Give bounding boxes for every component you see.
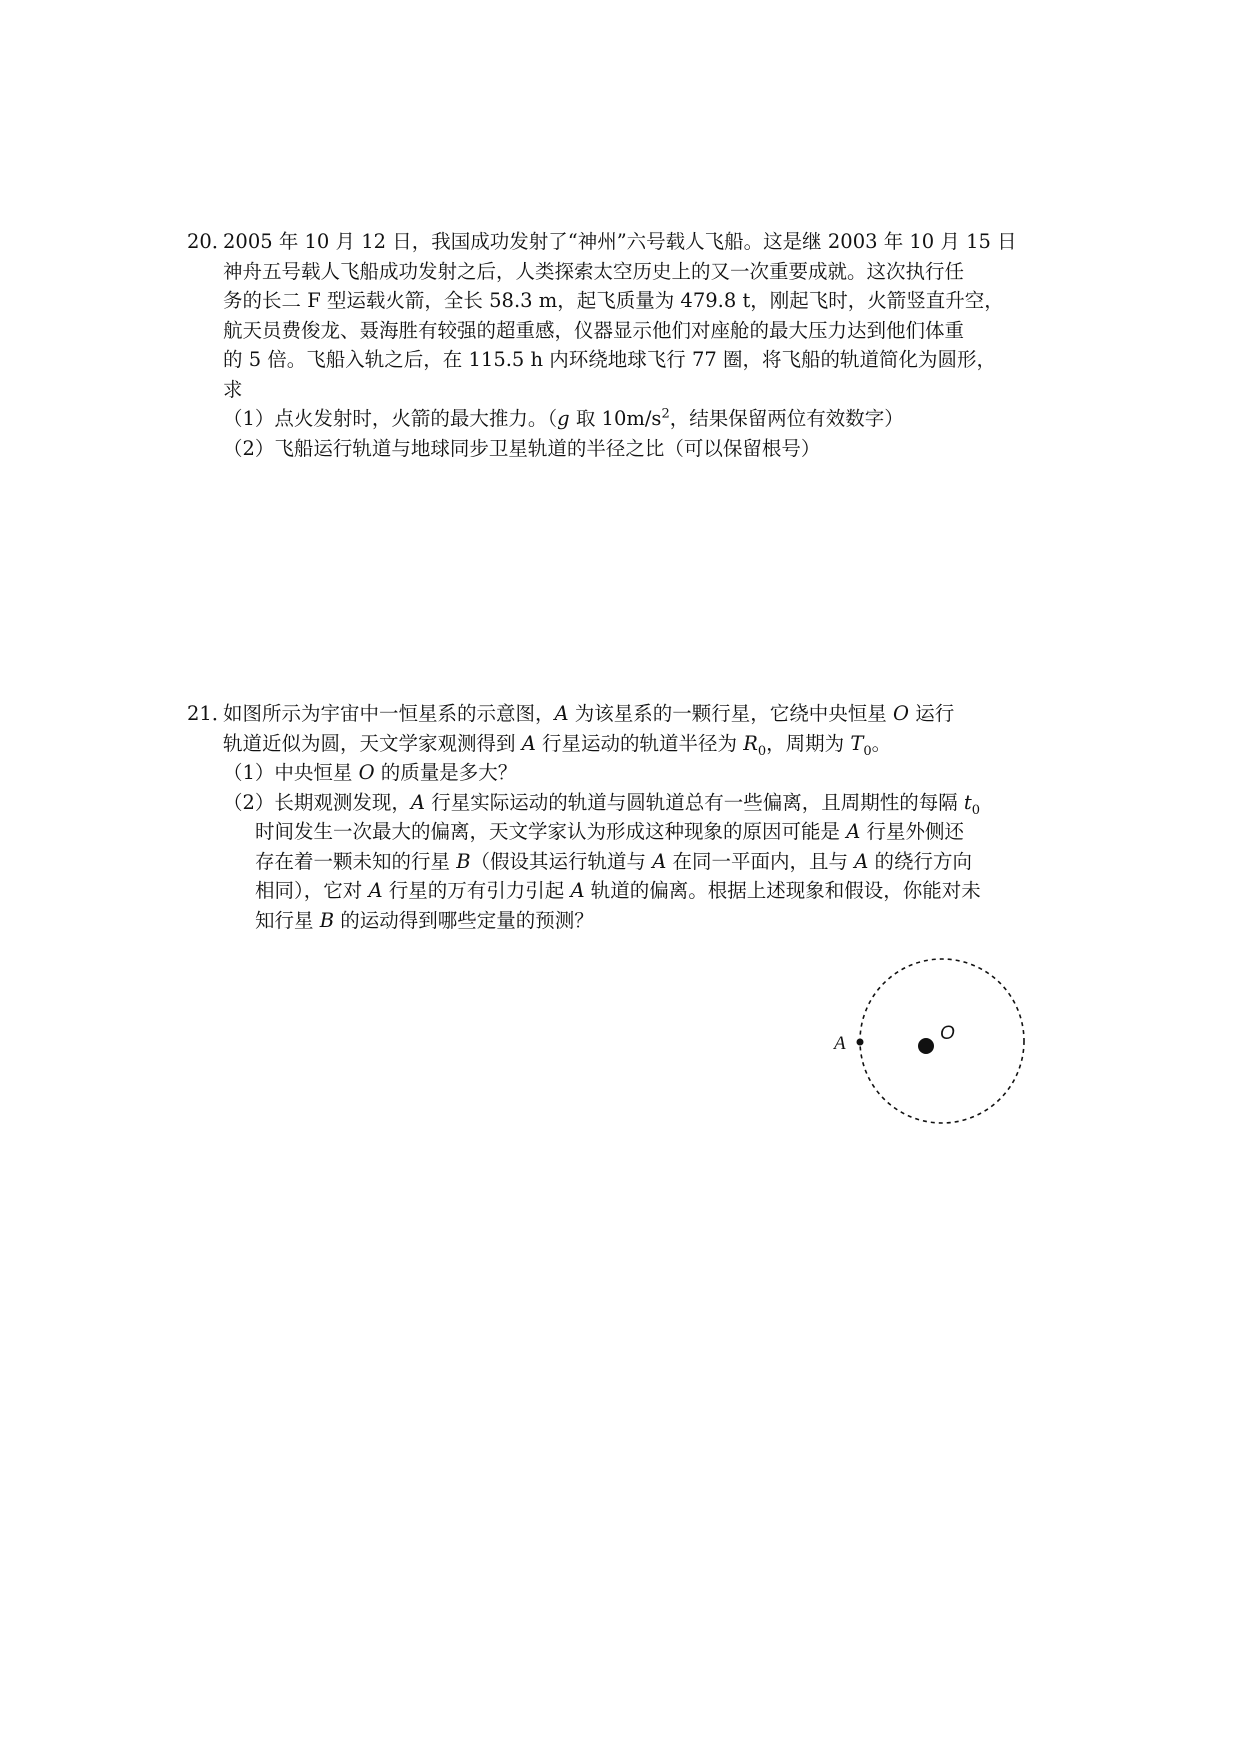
q20-line-1 [187,227,1057,257]
q21-line-2 [187,729,1057,759]
q21-l1-A: A [554,702,569,725]
q20-subquestion-2: （2）飞船运行轨道与地球同步卫星轨道的半径之比（可以保留根号） [223,436,821,460]
q21-l2-c: ，周期为 [766,731,851,755]
star-o-dot [918,1038,934,1054]
q21-l1-b: 为该星系的一颗行星，它绕中央恒星 [568,702,894,725]
q21-s5-A2: A [570,879,585,902]
q21-l1-O: O [893,702,910,725]
q21-s4-A2: A [854,849,869,873]
q21-l2-a: 轨道近似为圆，天文学家观测得到 [223,731,522,755]
q21-s5-c: 轨道的偏离。根据上述现象和假设，你能对未 [584,879,981,902]
q21-l1-a: 如图所示为宇宙中一恒星系的示意图， [223,702,555,725]
q20-line-4: 航天员费俊龙、聂海胜有较强的超重感，仪器显示他们对座舱的最大压力达到他们体重 [223,318,965,342]
q20-sub1-sup: 2 [661,406,670,422]
label-a: A [834,1033,846,1054]
q21-subquestion-2 [187,788,1057,818]
q21-l2-R: R [743,731,758,755]
planet-a-dot [857,1039,864,1046]
q21-subquestion-1 [187,758,1057,788]
q21-s4-B: B [456,849,471,873]
q21-s5-A: A [368,879,383,902]
q20-line-2: 神舟五号载人飞船成功发射之后，人类探索太空历史上的又一次重要成就。这次执行任 [223,259,965,283]
q21-subquestion-2-line-2 [187,817,1057,847]
q21-l1-c: 运行 [909,702,955,725]
q21-s2-a: （2）长期观测发现， [223,790,411,814]
q21-subquestion-2-line-4 [187,876,1057,906]
q21-line-1 [187,699,1057,729]
q21-s4-c: 在同一平面内，且与 [666,849,855,873]
q20-line-3: 务的长二 F 型运载火箭，全长 58.3 m，起飞质量为 479.8 t，刚起飞时，火箭竖直升空， [223,289,1004,312]
q21-s1-a: （1）中央恒星 [223,761,359,784]
q20-number: 20． [187,230,232,253]
q21-s5-a: 相同），它对 [255,879,369,902]
question-20 [187,227,1057,463]
q21-s4-b: （假设其运行轨道与 [470,849,653,873]
q21-s6-B: B [319,908,335,932]
q21-s2-b: 行星实际运动的轨道与圆轨道总有一些偏离，且周期性的每隔 [425,790,964,814]
q20-subquestion-1 [187,404,1057,434]
q21-s2-A: A [410,790,426,814]
q20-sub1-text-c: ，结果保留两位有效数字） [669,407,904,430]
label-o: O [940,1023,955,1044]
q20-sub1-g: g [557,407,570,430]
q21-s6-b: 的运动得到哪些定量的预测？ [334,908,594,932]
q21-s3-a: 时间发生一次最大的偏离，天文学家认为形成这种现象的原因可能是 [255,820,847,843]
q21-s5-b: 行星的万有引力引起 [382,879,571,902]
q21-subquestion-2-line-3 [187,847,1057,877]
q21-l2-b: 行星运动的轨道半径为 [535,731,744,755]
q21-s1-b: 的质量是多大？ [374,761,518,784]
q20-line-5: 的 5 倍。飞船入轨之后，在 115.5 h 内环绕地球飞行 77 圈，将飞船的轨道简化为圆形， [223,348,996,371]
q21-l2-d: 。 [871,731,892,755]
q20-text-1: 2005 年 10 月 12 日，我国成功发射了“神州”六号载人飞船。这是继 2003 年 10 月 15 日 [223,230,1017,253]
q21-s2-t-sub: 0 [971,802,981,818]
q21-s2-t: t [963,790,972,814]
q21-s4-A: A [652,849,667,873]
q21-l2-T: T [850,731,864,755]
q21-l2-R-sub: 0 [757,743,767,759]
q21-l2-T-sub: 0 [863,743,872,759]
q20-sub1-text-a: （1）点火发射时，火箭的最大推力。（ [223,407,558,430]
q21-s4-d: 的绕行方向 [868,849,973,873]
q21-s3-A: A [846,820,861,843]
q21-number: 21． [187,702,232,725]
q21-s4-a: 存在着一颗未知的行星 [255,849,457,873]
q20-sub1-text-b: 取 10m/s [569,407,662,430]
question-21 [187,699,1057,935]
q21-s3-b: 行星外侧还 [860,820,964,843]
q21-l2-A: A [521,731,536,755]
q21-s1-O: O [358,761,375,784]
orbit-diagram [812,950,1032,1132]
q20-line-6: 求 [223,377,243,401]
q21-s6-a: 知行星 [255,908,320,932]
q21-subquestion-2-line-5 [187,906,1057,936]
